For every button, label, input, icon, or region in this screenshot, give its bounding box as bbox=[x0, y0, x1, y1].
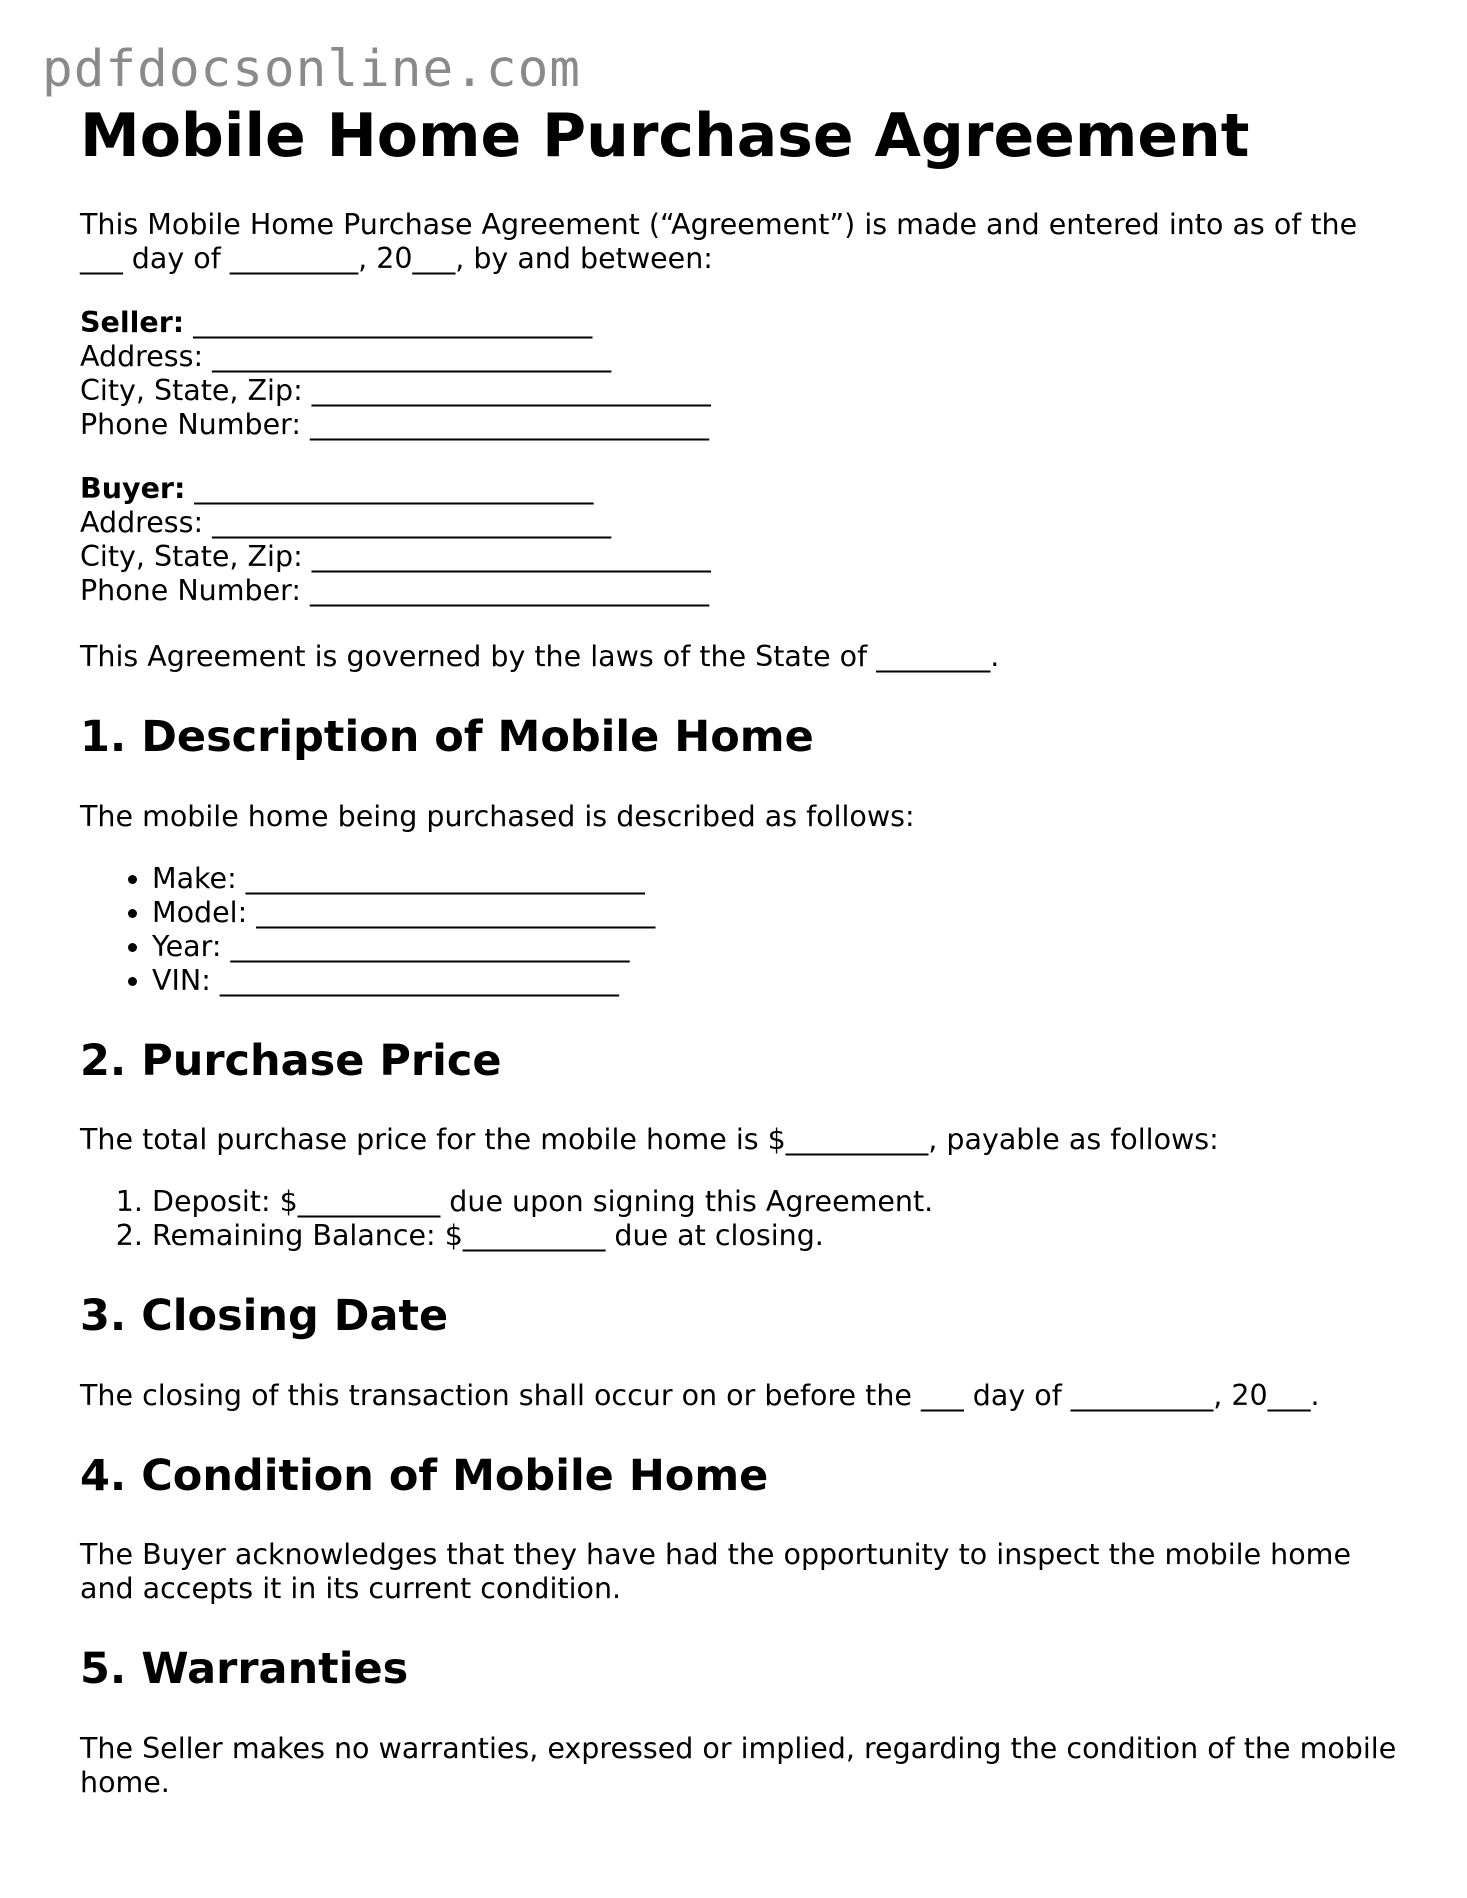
payment-list bbox=[80, 1185, 1400, 1253]
section-heading-condition: 4. Condition of Mobile Home bbox=[80, 1450, 769, 1501]
buyer-block bbox=[80, 472, 1400, 608]
description-list bbox=[80, 862, 1400, 998]
seller-label: Seller: bbox=[80, 306, 185, 339]
list-item-year: • Year: ____________________________ bbox=[152, 930, 1400, 964]
document-title: Mobile Home Purchase Agreement bbox=[80, 101, 1250, 171]
seller-block bbox=[80, 306, 1400, 442]
section-heading-warranties: 5. Warranties bbox=[80, 1644, 409, 1695]
governing-law-paragraph: This Agreement is governed by the laws of the State of ________. bbox=[80, 640, 1000, 673]
seller-name-line bbox=[80, 306, 1400, 340]
condition-paragraph: The Buyer acknowledges that they have had the opportunity to inspect the mobile home and accepts it in its current condition. bbox=[80, 1538, 1351, 1606]
buyer-name-line bbox=[80, 472, 1400, 506]
list-item-make: • Make: ____________________________ bbox=[152, 862, 1400, 896]
seller-phone-line: Phone Number: ____________________________ bbox=[80, 408, 709, 441]
watermark: pdfdocsonline.com bbox=[42, 40, 581, 99]
section-heading-closing: 3. Closing Date bbox=[80, 1291, 449, 1342]
description-paragraph: The mobile home being purchased is described as follows: bbox=[80, 799, 915, 833]
buyer-name-blank: ____________________________ bbox=[185, 472, 594, 505]
section-heading-price: 2. Purchase Price bbox=[80, 1035, 502, 1086]
buyer-city-line: City, State, Zip: ____________________________ bbox=[80, 540, 711, 573]
price-paragraph: The total purchase price for the mobile home is $__________, payable as follows: bbox=[80, 1123, 1219, 1157]
seller-city-line: City, State, Zip: ____________________________ bbox=[80, 374, 711, 407]
list-item-balance: 2. Remaining Balance: $__________ due at closing. bbox=[152, 1219, 1400, 1253]
buyer-phone-line: Phone Number: ____________________________ bbox=[80, 574, 709, 607]
seller-name-blank: ____________________________ bbox=[184, 306, 593, 339]
buyer-address-line: Address: ____________________________ bbox=[80, 506, 612, 539]
list-item-model: • Model: ____________________________ bbox=[152, 896, 1400, 930]
warranties-paragraph: The Seller makes no warranties, expressed or implied, regarding the condition of the mobile home. bbox=[80, 1731, 1397, 1799]
list-item-vin: • VIN: ____________________________ bbox=[152, 964, 1400, 998]
section-heading-description: 1. Description of Mobile Home bbox=[80, 712, 814, 762]
seller-address-line: Address: ____________________________ bbox=[80, 340, 612, 373]
document bbox=[80, 100, 1400, 1800]
closing-paragraph: The closing of this transaction shall occur on or before the ___ day of __________, 20___. bbox=[80, 1378, 1320, 1412]
buyer-label: Buyer: bbox=[80, 472, 186, 505]
intro-paragraph: This Mobile Home Purchase Agreement (“Agreement”) is made and entered into as of the ___ day of _________, 20___, by and between: bbox=[80, 208, 1358, 275]
list-item-deposit: 1. Deposit: $__________ due upon signing this Agreement. bbox=[152, 1185, 1400, 1219]
